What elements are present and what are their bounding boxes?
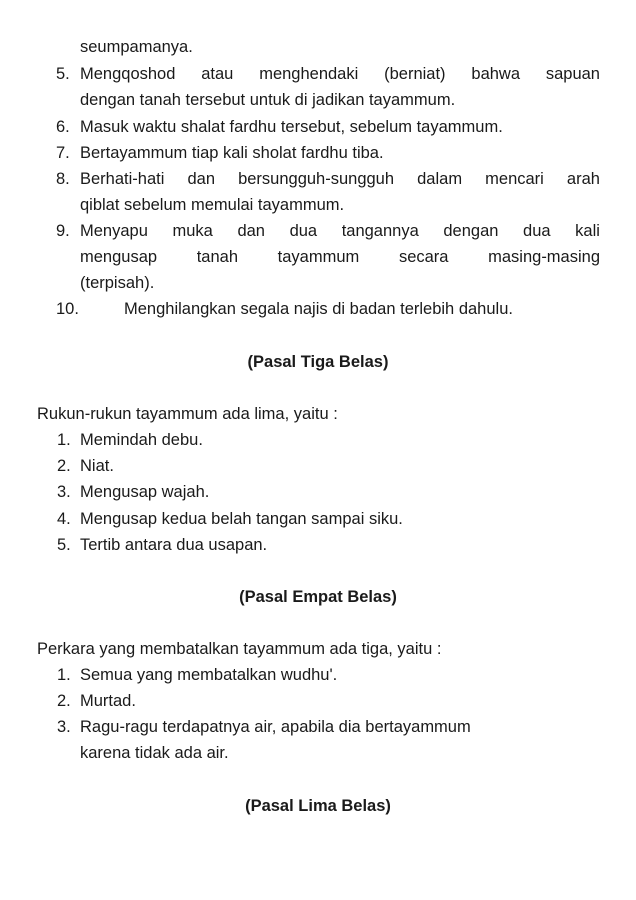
list-number: 9. bbox=[56, 222, 70, 240]
section-intro: Rukun-rukun tayammum ada lima, yaitu : bbox=[37, 405, 338, 423]
list-number: 6. bbox=[56, 118, 70, 136]
list-item-line: Menghilangkan segala najis di badan terlebih dahulu. bbox=[124, 300, 513, 318]
list-number: 5. bbox=[56, 65, 70, 83]
list-item-line: Semua yang membatalkan wudhu'. bbox=[80, 666, 338, 684]
list-item-line: Murtad. bbox=[80, 692, 136, 710]
list-item-line: Ragu-ragu terdapatnya air, apabila dia bertayammum bbox=[80, 718, 471, 736]
list-number: 3. bbox=[57, 483, 71, 501]
section-heading: (Pasal Lima Belas) bbox=[245, 797, 391, 815]
list-item-line: Niat. bbox=[80, 457, 114, 475]
list-item-line: qiblat sebelum memulai tayammum. bbox=[80, 196, 345, 214]
list-number: 2. bbox=[57, 457, 71, 475]
list-item-line: Tertib antara dua usapan. bbox=[80, 536, 268, 554]
list-item-line: Menyapu muka dan dua tangannya dengan dua kali bbox=[80, 222, 600, 240]
list-continuation: seumpamanya. bbox=[80, 38, 193, 56]
list-number: 1. bbox=[57, 431, 71, 449]
list-number: 5. bbox=[57, 536, 71, 554]
section-heading: (Pasal Empat Belas) bbox=[239, 588, 397, 606]
list-number: 7. bbox=[56, 144, 70, 162]
list-item-line: Mengusap kedua belah tangan sampai siku. bbox=[80, 510, 403, 528]
section-heading: (Pasal Tiga Belas) bbox=[247, 353, 389, 371]
list-number: 1. bbox=[57, 666, 71, 684]
list-item-line: dengan tanah tersebut untuk di jadikan tayammum. bbox=[80, 91, 456, 109]
list-number: 2. bbox=[57, 692, 71, 710]
list-number: 10. bbox=[56, 300, 79, 318]
list-item-line: Memindah debu. bbox=[80, 431, 203, 449]
list-item-line: karena tidak ada air. bbox=[80, 744, 229, 762]
list-item-line: mengusap tanah tayammum secara masing-masing bbox=[80, 248, 600, 266]
list-item-line: (terpisah). bbox=[80, 274, 155, 292]
list-item-line: Mengqoshod atau menghendaki (berniat) bahwa sapuan bbox=[80, 65, 600, 83]
list-item-line: Masuk waktu shalat fardhu tersebut, sebelum tayammum. bbox=[80, 118, 503, 136]
list-item-line: Bertayammum tiap kali sholat fardhu tiba. bbox=[80, 144, 384, 162]
list-number: 4. bbox=[57, 510, 71, 528]
list-number: 3. bbox=[57, 718, 71, 736]
list-item-line: Berhati-hati dan bersungguh-sungguh dalam mencari arah bbox=[80, 170, 600, 188]
list-number: 8. bbox=[56, 170, 70, 188]
list-item-line: Mengusap wajah. bbox=[80, 483, 210, 501]
section-intro: Perkara yang membatalkan tayammum ada tiga, yaitu : bbox=[37, 640, 442, 658]
